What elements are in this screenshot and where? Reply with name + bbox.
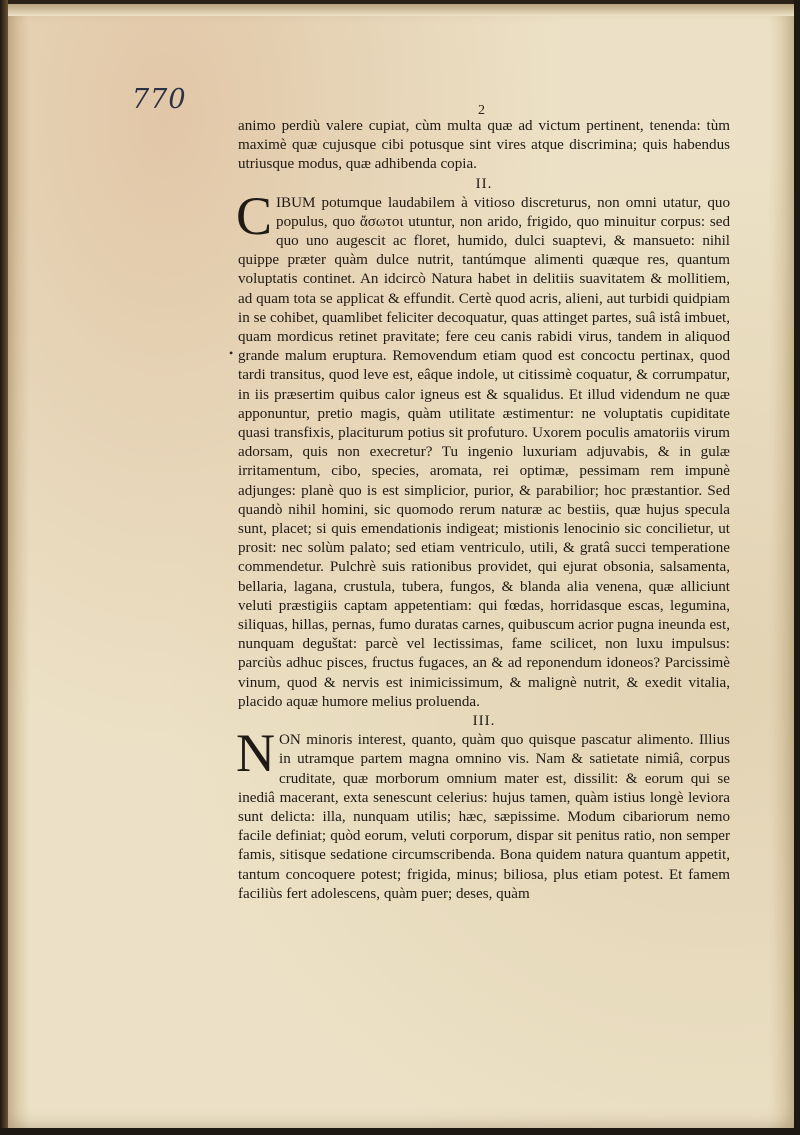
main-text	[238, 117, 730, 904]
page-number: 770	[132, 84, 187, 115]
section-2-dropcap: C	[236, 185, 273, 246]
intro-paragraph: animo perdiù valere cupiat, cùm multa quæ ad victum pertinent, tenenda: tùm maximè quæ cujusque cibi potusque sint vires atque discrimina; quis habendus utriusque modus, quæ adhibenda copia.	[238, 118, 730, 173]
section-2-text: IBUM potumque laudabilem à vitioso discreturus, non omni utatur, quo populus, quo ἄσωτοι utuntur, non arido, frigido, quo minuitur corpus: sed quo uno augescit ac floret, humido, dulci suaptevi, & mansueto: nihil quippe præter quàm dulce nutrit, tantúmque alimenti quæque res, quantum voluptatis continet. An idcircò Natura habet in delitiis suavitatem & mollitiem, ad quam tota se applicat & effundit. Certè quod acris, alieni, aut turbidi quidpiam in se cohibet, quamlibet feliciter decoquatur, quas attinget partes, suâ istâ imbuet, quam mordicus retinet pravitate; fere ceu canis rabidi virus, tandem in aliquod grande malum eruptura. Removendum etiam quod est concoctu pertinax, quod tardi transitus, quod leve est, eâque indole, ut citissimè coquatur, & corrumpatur, in iis præsertim quibus calor igneus est & squalidus. Et illud videndum ne quæ apponuntur, pretio magis, quàm utilitate æstimentur: ne voluptatis cupiditate quasi transfixis, placiturum potius sit profuturo. Uxorem poculis amatoriis virum adorsam, quis non execretur? Tu ingenio luxuriam adjuvabis, & in gulæ irritamentum, cibo, species, aromata, rei optimæ, pessimam rem impunè adjunges: planè quo is est simplicior, purior, & parabilior; hoc præstantior. Sed quandò nihil homini, sic quomodo rerum naturæ ac bestiis, quæ hujus specula sunt, placet; si quis emendationis indigeat; mistionis lenocinio sic concilietur, ut prosit: nec solùm palato; sed etiam ventriculo, utili, & gratâ succi temperatione commendetur. Pulchrè suis rationibus providet, qui ejurat obsonia, salsamenta, bellaria, lagana, crustula, tubera, fungos, & blanda alia venena, quæ alliciunt veluti præstigiis captam appetentiam: qui fœdas, horridasque escas, legumina, siliquas, hillas, pernas, fumo duratas carnes, quibuscum acrior pugna ineunda est, nunquam deguštat: parcè vel lectissimas, fame scilicet, non luxu impulsus: parciùs adhuc pisces, fructus fugaces, an & ad reponendum idoneos? Parcissimè vinum, quod & nervis est inimicissimum, & malignè nutrit, & exedit vitalia, placido aquæ humore melius proluenda.	[238, 194, 730, 710]
signature-mark: 2	[478, 103, 485, 118]
section-3-text: ON minoris interest, quanto, quàm quo quisque pascatur alimento. Illius in utramque partem magna omnino vis. Nam & satietate nimiâ, corpus cruditate, quæ morborum omnium mater est, dissilit: & eorum qui se inediâ macerant, exta senescunt celerius: hujus tamen, quàm istius longè leviora sunt delicta: illa, nunquam utilis; hæc, sæpissime. Modum cibariorum nemo facile definiat; quòd eorum, veluti corporum, dispar sit penitus ratio, non semper famis, sitisque sedatione circumscribenda. Bona quidem natura quantum appetit, tantum concoquere potest; frigida, minus; biliosa, plus etiam potest. Et famem faciliùs fert adolescens, quàm puer; deses, quàm	[238, 732, 730, 902]
section-2-heading: II.	[475, 175, 493, 192]
margin-mark: •	[229, 346, 234, 360]
section-3-heading: III.	[472, 713, 496, 730]
section-3-dropcap: N	[236, 723, 275, 784]
section-3-paragraph	[236, 723, 730, 904]
section-2-paragraph	[236, 185, 730, 712]
page-bottom-edge	[0, 1128, 800, 1135]
page-top-edge	[8, 4, 794, 16]
page-right-edge	[794, 0, 800, 1135]
book-gutter	[0, 0, 8, 1135]
